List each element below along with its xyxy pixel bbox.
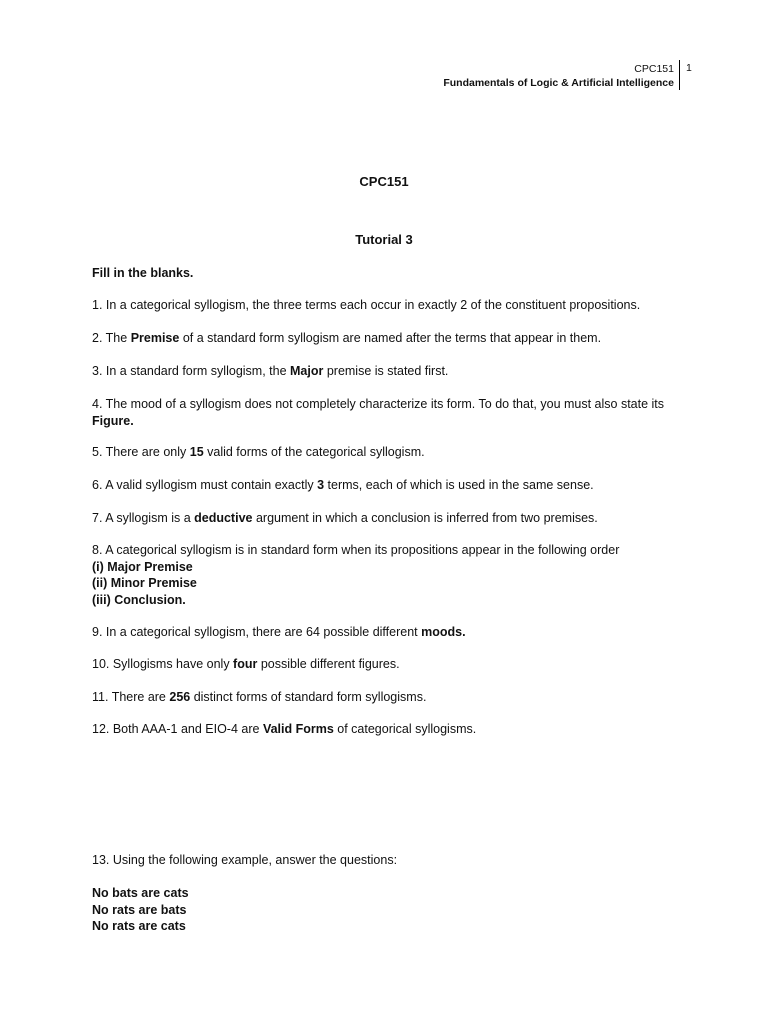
answer-3: Major bbox=[290, 364, 324, 378]
header-course-code: CPC151 bbox=[634, 63, 674, 75]
answer-9: moods. bbox=[421, 625, 466, 639]
question-3: 3. In a standard form syllogism, the Major premise is stated first. bbox=[92, 364, 449, 378]
question-2: 2. The Premise of a standard form syllogism are named after the terms that appear in them. bbox=[92, 331, 602, 345]
answer-11: 256 bbox=[169, 690, 191, 704]
answer-8-item: (i) Major Premise bbox=[92, 559, 193, 574]
answer-5: 15 bbox=[189, 445, 204, 459]
question-9: 9. In a categorical syllogism, there are 64 possible different moods. bbox=[92, 625, 466, 639]
header-divider bbox=[679, 60, 680, 90]
question-4: 4. The mood of a syllogism does not completely characterize its form. To do that, you must also state its Figure. bbox=[92, 397, 665, 428]
page-number: 1 bbox=[686, 62, 692, 74]
header-course-title: Fundamentals of Logic & Artificial Intelligence bbox=[443, 77, 674, 89]
instruction: Fill in the blanks. bbox=[92, 266, 194, 280]
document-subtitle: Tutorial 3 bbox=[355, 232, 413, 247]
question-5: 5. There are only 15 valid forms of the categorical syllogism. bbox=[92, 445, 425, 459]
answer-6: 3 bbox=[317, 478, 325, 492]
example-line: No rats are cats bbox=[92, 919, 186, 933]
running-header bbox=[443, 62, 674, 90]
answer-2: Premise bbox=[130, 331, 180, 345]
question-13: 13. Using the following example, answer the questions: No bats are cats No rats are bats No rats are cats bbox=[92, 853, 398, 933]
question-1: 1. In a categorical syllogism, the three terms each occur in exactly 2 of the constituent propositions. bbox=[92, 298, 641, 312]
answer-10: four bbox=[233, 657, 258, 671]
question-11: 11. There are 256 distinct forms of standard form syllogisms. bbox=[92, 690, 427, 704]
question-8: 8. A categorical syllogism is in standard form when its propositions appear in the following order (i) Major Premise (ii) Minor Premise (iii) Conclusion. bbox=[92, 543, 620, 607]
answer-8-item: (ii) Minor Premise bbox=[92, 576, 197, 590]
answer-12: Valid Forms bbox=[262, 722, 334, 736]
question-10: 10. Syllogisms have only four possible different figures. bbox=[92, 657, 400, 671]
document-title: CPC151 bbox=[359, 174, 409, 189]
answer-8-item: (iii) Conclusion. bbox=[92, 592, 186, 607]
example-line: No rats are bats bbox=[92, 902, 187, 917]
question-6: 6. A valid syllogism must contain exactly 3 terms, each of which is used in the same sense. bbox=[92, 478, 594, 492]
example-line: No bats are cats bbox=[92, 886, 189, 900]
question-7: 7. A syllogism is a deductive argument in which a conclusion is inferred from two premises. bbox=[92, 511, 598, 525]
answer-4: Figure. bbox=[92, 413, 134, 428]
question-12: 12. Both AAA-1 and EIO-4 are Valid Forms of categorical syllogisms. bbox=[92, 722, 477, 736]
answer-7: deductive bbox=[194, 511, 253, 525]
